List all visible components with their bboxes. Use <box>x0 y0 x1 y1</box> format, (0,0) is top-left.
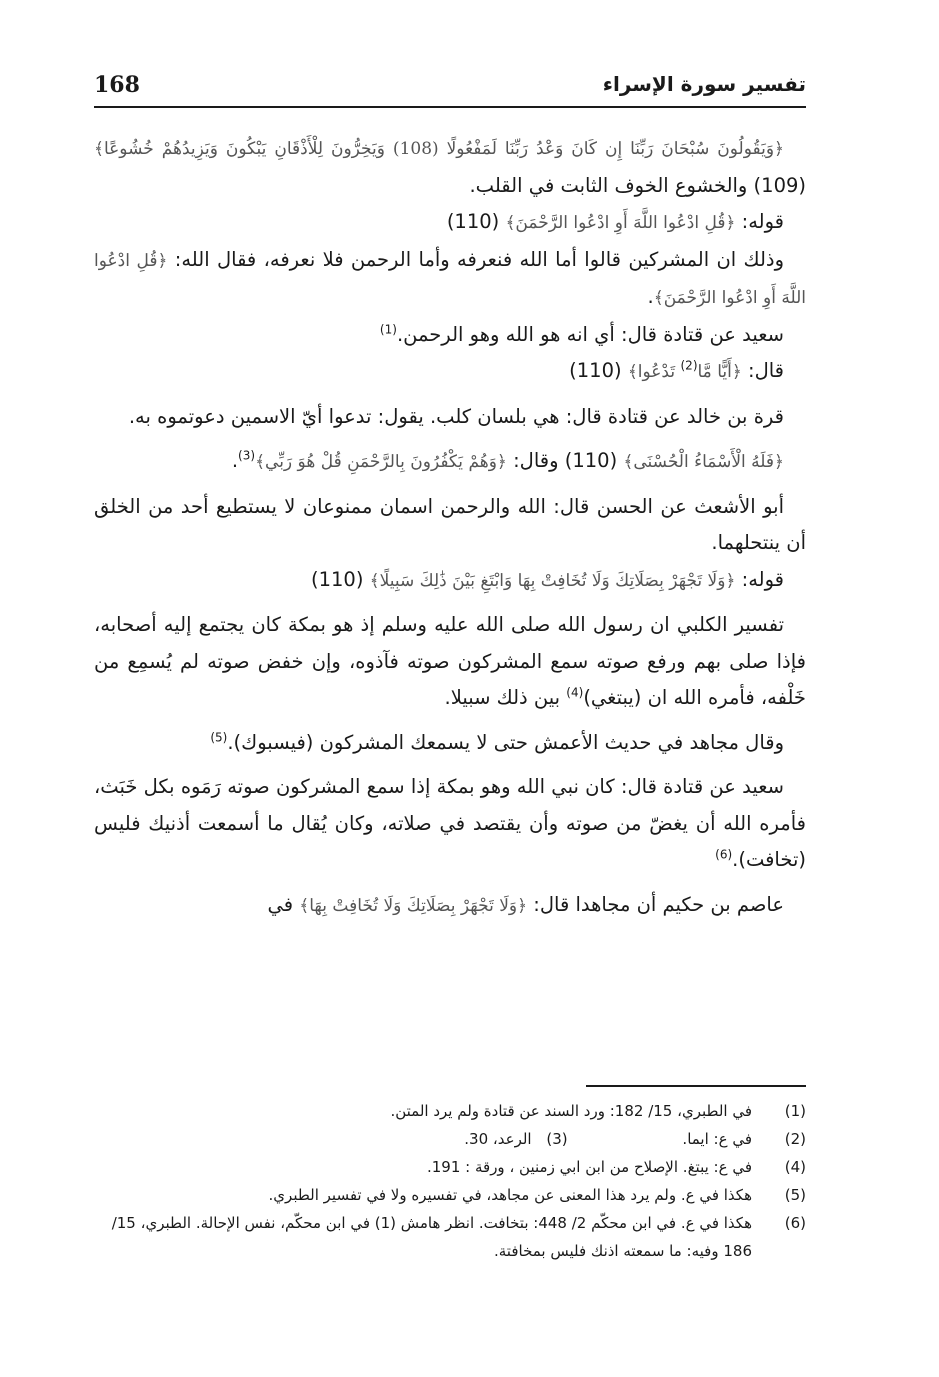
paragraph <box>94 399 806 436</box>
paragraph <box>94 769 806 879</box>
text-run: (110) وقال: <box>506 449 624 472</box>
footnote-divider <box>586 1085 806 1087</box>
paragraph <box>94 443 806 481</box>
footnote-text: هكذا في ع. في ابن محكّم 2/ 448: بتخافت. انظر هامش (1) في ابن محكّم، نفس الإحالة. الطبري، 15/ 186 وفيه: ما سمعته اذنك فليس بمخافتة. <box>111 1214 752 1260</box>
footnote-ref: (6) <box>715 847 733 862</box>
text-run: عاصم بن حكيم أن مجاهدا قال: <box>527 892 784 916</box>
footnote-ref: (1) <box>379 322 397 336</box>
text-run: سعيد عن قتادة قال: أي انه هو الله وهو الرحمن. <box>396 322 784 346</box>
text-run: (110) <box>569 359 628 382</box>
text-run: . <box>231 449 239 472</box>
footnote-number: (4) <box>784 1158 806 1176</box>
quran-verse: ﴿قُلِ ادْعُوا اللَّهَ أَوِ ادْعُوا الرَّحْمَنَ﴾ <box>94 250 806 308</box>
footnote-text: الرعد، 30. <box>464 1130 532 1148</box>
footnote-4 <box>90 1153 806 1181</box>
footnote-2-3 <box>90 1125 806 1153</box>
text-run: قوله: <box>735 567 784 591</box>
quran-verse: ﴿وَيَقُولُونَ سُبْحَانَ رَبِّنَا إِن كَانَ وَعْدُ رَبِّنَا لَمَفْعُولًا (108) وَيَخِرُّونَ لِلْأَذْقَانِ يَبْكُونَ وَيَزِيدُهُمْ خُشُوعًا﴾ <box>94 139 784 159</box>
quran-verse: ﴿قُلِ ادْعُوا اللَّهَ أَوِ ادْعُوا الرَّحْمَنَ﴾ <box>505 213 736 233</box>
page-header <box>94 66 806 108</box>
quran-verse: ﴿فَلَهُ الْأَسْمَاءُ الْحُسْنَى﴾ <box>623 452 784 472</box>
text-run: أبو الأشعث عن الحسن قال: الله والرحمن اسمان ممنوعان لا يستطيع أحد من الخلق أن ينتحلهما. <box>94 494 806 554</box>
paragraph <box>94 489 806 562</box>
footnote-ref: (5) <box>210 730 228 744</box>
text-run: في <box>267 892 300 916</box>
footnote-text: في ع: ايما. <box>682 1130 752 1148</box>
text-run: قرة بن خالد عن قتادة قال: هي بلسان كلب. يقول: تدعوا أيّ الاسمين دعوتموه به. <box>128 404 784 428</box>
footnote-number: (6) <box>784 1214 806 1232</box>
paragraph <box>94 242 806 317</box>
footnote-list <box>90 1097 806 1265</box>
running-title: تفسير سورة الإسراء <box>602 72 806 96</box>
quran-verse: ﴿أَيًّا مَّا <box>697 362 742 382</box>
footnote-number: (5) <box>784 1186 806 1204</box>
text-run: (109) والخشوع الخوف الثابت في القلب. <box>469 173 806 197</box>
text-run: وذلك ان المشركين قالوا أما الله فنعرفه وأما الرحمن فلا نعرفه، فقال الله: <box>167 247 784 271</box>
text-run: (110) <box>310 567 370 591</box>
footnote-5 <box>90 1181 806 1209</box>
footnote-number: (3) <box>546 1130 568 1148</box>
page-number: 168 <box>94 72 140 98</box>
paragraph <box>94 607 806 717</box>
footnote-number: (2) <box>784 1130 806 1148</box>
footnote-number: (1) <box>784 1102 806 1120</box>
paragraph <box>94 887 806 925</box>
main-text <box>94 130 806 924</box>
paragraph <box>94 562 806 600</box>
text-run: تفسير الكلبي ان رسول الله صلى الله عليه وسلم إذ هو بمكة كان يجتمع إليه أصحابه، فإذا صلى بهم ورفع صوته سمع المشركون صوته فآذوه، وإن خفض صوته لم يُسمِع من خَلْفه، فأمره الله ان (يبتغي) <box>94 613 806 709</box>
text-run: (110) <box>446 210 506 233</box>
quran-verse: تَدْعُوا﴾ <box>627 362 681 382</box>
text-run: قال: <box>741 359 784 382</box>
footnote-text: هكذا في ع. ولم يرد هذا المعنى عن مجاهد، في تفسيره ولا في تفسير الطبري. <box>268 1186 752 1204</box>
paragraph <box>94 317 806 354</box>
quran-verse: ﴿وَلَا تَجْهَرْ بِصَلَاتِكَ وَلَا تُخَافِتْ بِهَا﴾ <box>299 895 528 916</box>
quran-verse: ﴿وَلَا تَجْهَرْ بِصَلَاتِكَ وَلَا تُخَافِتْ بِهَا وَابْتَغِ بَيْنَ ذَٰلِكَ سَبِيلًا﴾ <box>369 570 736 591</box>
text-run: بين ذلك سبيلا. <box>444 686 567 709</box>
footnote-text: في ع: يبتغ. الإصلاح من ابن ابي زمنين ، ورقة : 191. <box>426 1158 752 1176</box>
text-run: قوله: <box>735 210 784 233</box>
footnote-ref: (3) <box>238 448 256 463</box>
footnote-3 <box>464 1130 567 1148</box>
footnote-1 <box>90 1097 806 1125</box>
quran-verse: ﴿وَهُمْ يَكْفُرُونَ بِالرَّحْمَنِ قُلْ هُوَ رَبِّي﴾ <box>255 452 507 472</box>
text-run: . <box>647 285 654 308</box>
footnote-ref: (2) <box>680 358 698 373</box>
text-run: سعيد عن قتادة قال: كان نبي الله وهو بمكة إذا سمع المشركون صوته رَمَوه بكل خَبَث، فأمره الله أن يغضّ من صوته وأن يقتصد في صلاته، وكان يُقال ما أسمعت أذنيك فليس (تخافت). <box>94 775 806 871</box>
paragraph <box>94 353 806 391</box>
paragraph <box>94 130 806 204</box>
footnote-text: في الطبري، 15/ 182: ورد السند عن قتادة ولم يرد المتن. <box>390 1102 752 1120</box>
footnote-6 <box>90 1209 806 1265</box>
footnote-ref: (4) <box>566 685 584 700</box>
paragraph <box>94 204 806 242</box>
paragraph <box>94 725 806 762</box>
text-run: وقال مجاهد في حديث الأعمش حتى لا يسمعك المشركون (فيسبوك). <box>227 730 784 754</box>
